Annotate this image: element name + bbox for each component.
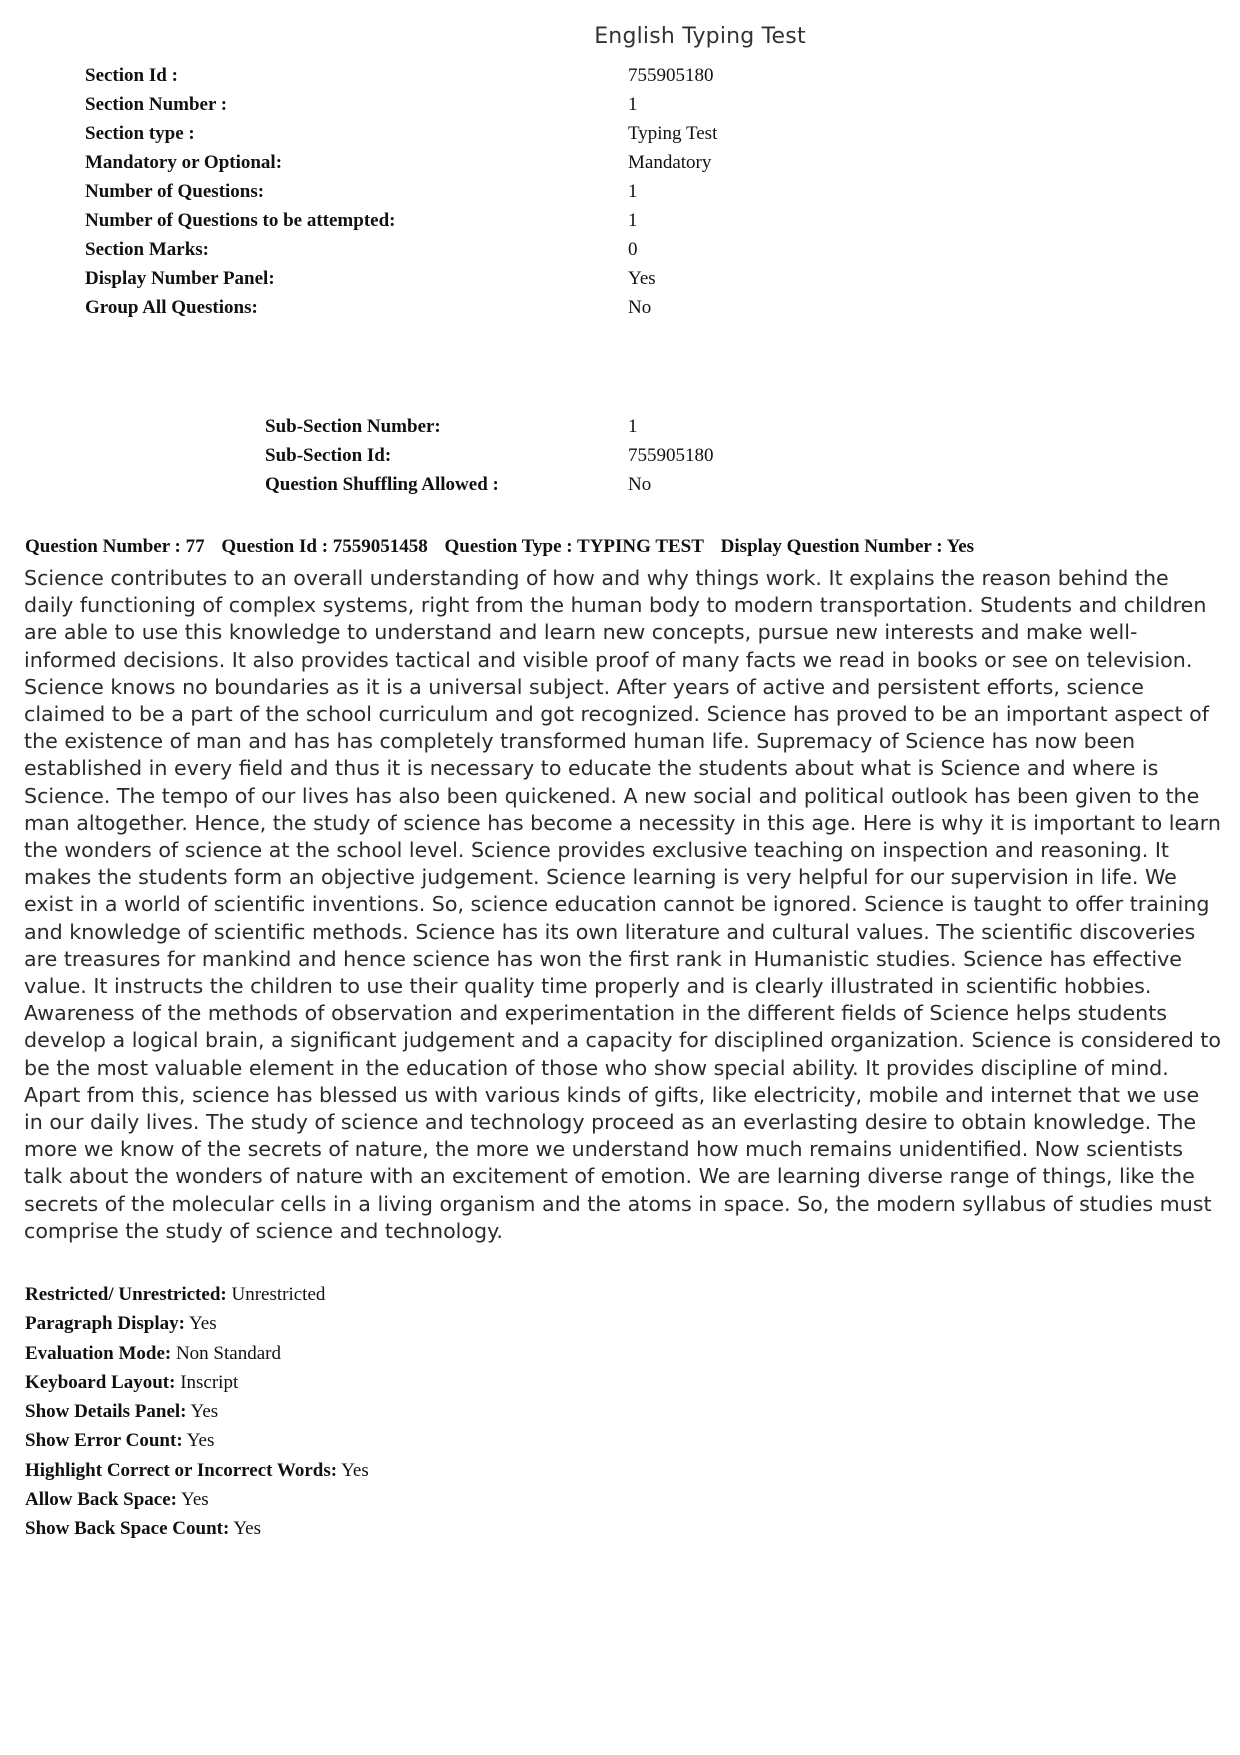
section-number-value: 1	[628, 93, 638, 115]
number-of-questions-label: Number of Questions:	[85, 180, 265, 202]
setting-back-space-count	[25, 1514, 369, 1543]
subsection-info-table	[265, 412, 714, 499]
section-info-table	[85, 61, 717, 322]
subsection-number-value: 1	[628, 415, 638, 437]
number-of-questions-value: 1	[628, 180, 638, 202]
question-header	[25, 536, 1225, 558]
section-number-label: Section Number :	[85, 93, 228, 115]
typing-passage: Science contributes to an overall understanding of how and why things work. It explains the reason behind the daily functioning of complex systems, right from the human body to modern transportation. Students and children are able to use this knowledge to understand and learn new concepts, pursue new interests and make well-informed decisions. It also provides tactical and visible proof of many facts we read in books or see on television. Science knows no boundaries as it is a universal subject. After years of active and persistent efforts, science claimed to be a part of the school curriculum and got recognized. Science has proved to be an important aspect of the existence of man and has has completely transformed human life. Supremacy of Science has now been established in every field and thus it is necessary to educate the students about what is Science and where is Science. The tempo of our lives has also been quickened. A new social and political outlook has been given to the man altogether. Hence, the study of science has become a necessity in this age. Here is why it is important to learn the wonders of science at the school level. Science provides exclusive teaching on inspection and reasoning. It makes the students form an objective judgement. Science learning is very helpful for our supervision in life. We exist in a world of scientific inventions. So, science education cannot be ignored. Science is taught to offer training and knowledge of scientific methods. Science has its own literature and cultural values. The scientific discoveries are treasures for mankind and hence science has won the first rank in Humanistic studies. Science has effective value. It instructs the children to use their quality time properly and is clearly illustrated in scientific hobbies. Awareness of the methods of observation and experimentation in the different fields of Science helps students develop a logical brain, a significant judgement and a capacity for disciplined organization. Science is considered to be the most valuable element in the education of those who show special ability. It provides discipline of mind. Apart from this, science has blessed us with various kinds of gifts, like electricity, mobile and internet that we use in our daily lives. The study of science and technology proceed as an everlasting desire to obtain knowledge. The more we know of the secrets of nature, the more we understand how much remains unidentified. Now scientists talk about the wonders of nature with an excitement of emotion. We are learning diverse range of things, like the secrets of the molecular cells in a living organism and the atoms in space. So, the modern syllabus of studies must comprise the study of science and technology.	[24, 566, 1221, 1243]
setting-value: Yes	[188, 1313, 217, 1335]
setting-value: Yes	[181, 1489, 209, 1511]
section-row-number	[85, 90, 717, 119]
setting-back-space	[25, 1485, 369, 1514]
setting-value: Yes	[233, 1518, 261, 1540]
section-marks-value: 0	[628, 238, 638, 260]
section-row-panel	[85, 264, 717, 293]
questions-attempted-value: 1	[628, 209, 638, 231]
setting-label: Paragraph Display:	[25, 1313, 185, 1335]
setting-value: Non Standard	[175, 1342, 281, 1364]
setting-value: Yes	[341, 1459, 369, 1481]
section-row-questions	[85, 177, 717, 206]
subsection-row-id	[265, 441, 714, 470]
question-number: Question Number : 77	[25, 536, 205, 557]
setting-value: Inscript	[180, 1371, 239, 1393]
setting-label: Allow Back Space:	[25, 1489, 177, 1511]
section-id-label: Section Id :	[85, 64, 178, 86]
setting-value: Unrestricted	[231, 1284, 326, 1305]
setting-label: Evaluation Mode:	[25, 1342, 172, 1364]
setting-label: Keyboard Layout:	[25, 1371, 176, 1393]
display-question-number: Display Question Number : Yes	[720, 536, 975, 557]
section-row-type	[85, 119, 717, 148]
question-shuffling-value: No	[628, 473, 652, 495]
setting-keyboard-layout	[25, 1368, 369, 1397]
question-type: Question Type : TYPING TEST	[444, 536, 704, 557]
section-row-mandatory	[85, 148, 717, 177]
mandatory-label: Mandatory or Optional:	[85, 151, 283, 173]
setting-value: Yes	[186, 1430, 215, 1452]
section-id-value: 755905180	[628, 64, 714, 86]
section-row-group	[85, 293, 717, 322]
setting-label: Show Back Space Count:	[25, 1518, 230, 1540]
display-number-panel-label: Display Number Panel:	[85, 267, 275, 289]
group-all-questions-value: No	[628, 296, 652, 318]
setting-error-count	[25, 1426, 369, 1455]
setting-value: Yes	[190, 1401, 219, 1423]
setting-restricted	[25, 1280, 369, 1309]
setting-details-panel	[25, 1397, 369, 1426]
subsection-number-label: Sub-Section Number:	[265, 415, 441, 437]
question-shuffling-label: Question Shuffling Allowed :	[265, 473, 499, 495]
subsection-row-shuffling	[265, 470, 714, 499]
page-title-text: English Typing Test	[594, 24, 806, 49]
page-title	[0, 24, 1240, 49]
setting-label: Highlight Correct or Incorrect Words:	[25, 1459, 338, 1481]
section-marks-label: Section Marks:	[85, 238, 210, 260]
section-row-marks	[85, 235, 717, 264]
display-number-panel-value: Yes	[628, 267, 656, 289]
question-settings-list	[25, 1280, 369, 1544]
question-id: Question Id : 7559051458	[221, 536, 428, 557]
setting-label: Show Error Count:	[25, 1430, 183, 1452]
mandatory-value: Mandatory	[628, 151, 712, 173]
setting-evaluation-mode	[25, 1339, 369, 1368]
group-all-questions-label: Group All Questions:	[85, 296, 258, 318]
subsection-row-number	[265, 412, 714, 441]
setting-paragraph-display	[25, 1309, 369, 1338]
questions-attempted-label: Number of Questions to be attempted:	[85, 209, 396, 231]
section-row-attempted	[85, 206, 717, 235]
setting-label: Show Details Panel:	[25, 1401, 187, 1423]
setting-label: Restricted/ Unrestricted:	[25, 1284, 227, 1305]
setting-highlight-words	[25, 1456, 369, 1485]
subsection-id-value: 755905180	[628, 444, 714, 466]
section-type-label: Section type :	[85, 122, 195, 144]
subsection-id-label: Sub-Section Id:	[265, 444, 392, 466]
section-type-value: Typing Test	[628, 122, 718, 144]
section-row-id	[85, 61, 717, 90]
